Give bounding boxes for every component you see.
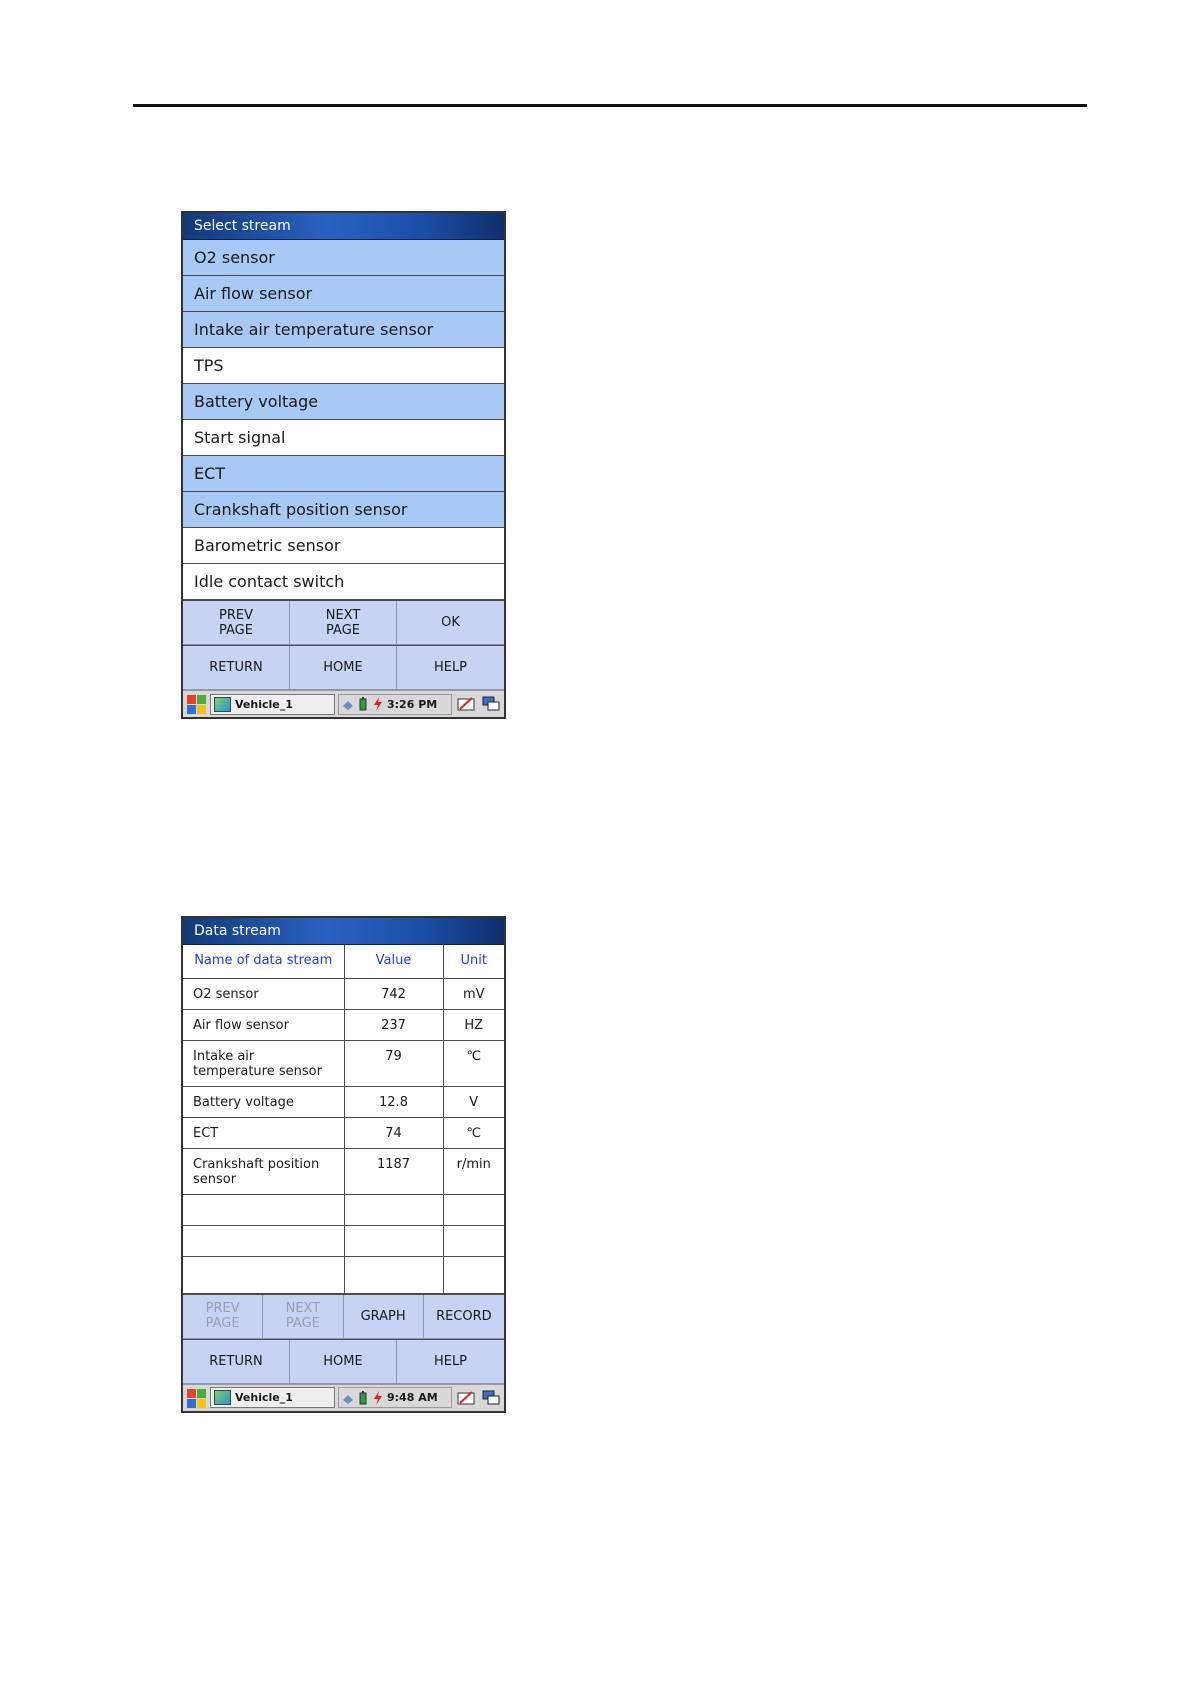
select-stream-screen [181,211,506,719]
data-stream-table [183,945,504,1294]
battery-icon[interactable] [357,697,369,711]
cell-unit [443,1225,504,1256]
cell-value: 74 [344,1117,443,1148]
cell-unit: ℃ [443,1117,504,1148]
next-page-button[interactable]: NEXT PAGE [290,601,397,645]
taskbar-clock[interactable]: 9:48 AM [387,1391,438,1404]
home-button[interactable]: HOME [290,646,397,690]
list-item[interactable]: ECT [183,456,504,492]
list-item[interactable]: Air flow sensor [183,276,504,312]
button-row-bottom [183,1339,504,1384]
prev-page-button: PREV PAGE [183,1295,263,1339]
return-button[interactable]: RETURN [183,646,290,690]
cell-value [344,1256,443,1293]
cell-name [183,1256,344,1293]
vehicle-app-icon [214,1390,231,1405]
screen-title: Data stream [183,918,504,945]
page-top-rule [133,104,1087,107]
cell-value: 1187 [344,1148,443,1194]
cell-name: Crankshaft position sensor [183,1148,344,1194]
system-tray [338,694,452,715]
table-row [183,1086,504,1117]
graph-button[interactable]: GRAPH [344,1295,424,1339]
input-panel-icon[interactable] [455,1387,477,1408]
cell-unit: V [443,1086,504,1117]
connectivity-icon[interactable] [342,1391,354,1405]
windows-flag-icon[interactable] [185,693,207,715]
taskbar-app-button[interactable] [210,1387,335,1408]
cell-value [344,1194,443,1225]
cell-name: Battery voltage [183,1086,344,1117]
next-page-button: NEXT PAGE [263,1295,343,1339]
taskbar-app-label: Vehicle_1 [235,1391,293,1404]
button-row-top [183,600,504,645]
record-button[interactable]: RECORD [424,1295,504,1339]
cell-value [344,1225,443,1256]
ok-button[interactable]: OK [397,601,504,645]
table-row [183,1040,504,1086]
help-button[interactable]: HELP [397,1340,504,1384]
list-item[interactable]: Intake air temperature sensor [183,312,504,348]
help-button[interactable]: HELP [397,646,504,690]
cell-unit: HZ [443,1009,504,1040]
table-row [183,1194,504,1225]
table-row [183,1117,504,1148]
list-item[interactable]: Barometric sensor [183,528,504,564]
table-row [183,1009,504,1040]
cell-unit [443,1256,504,1293]
input-panel-icon[interactable] [455,694,477,715]
connectivity-icon[interactable] [342,697,354,711]
list-item[interactable]: O2 sensor [183,240,504,276]
cell-name: Air flow sensor [183,1009,344,1040]
power-icon [372,697,384,711]
column-header-name: Name of data stream [183,945,344,978]
table-row [183,1225,504,1256]
cell-unit: mV [443,978,504,1009]
taskbar-app-label: Vehicle_1 [235,697,293,711]
list-item[interactable]: Battery voltage [183,384,504,420]
taskbar [183,1384,504,1411]
button-row-top [183,1294,504,1339]
screen-title: Select stream [183,213,504,240]
cell-value: 742 [344,978,443,1009]
return-button[interactable]: RETURN [183,1340,290,1384]
table-row [183,1148,504,1194]
battery-icon[interactable] [357,1391,369,1405]
taskbar-app-button[interactable] [210,694,335,715]
power-icon [372,1391,384,1405]
list-item[interactable]: TPS [183,348,504,384]
button-row-bottom [183,645,504,690]
windows-switcher-icon[interactable] [480,1387,502,1408]
column-header-value: Value [344,945,443,978]
cell-name: O2 sensor [183,978,344,1009]
cell-unit: ℃ [443,1040,504,1086]
home-button[interactable]: HOME [290,1340,397,1384]
system-tray [338,1387,452,1408]
cell-name [183,1194,344,1225]
vehicle-app-icon [214,697,231,712]
cell-name: Intake air temperature sensor [183,1040,344,1086]
cell-unit: r/min [443,1148,504,1194]
cell-unit [443,1194,504,1225]
cell-value: 79 [344,1040,443,1086]
cell-name: ECT [183,1117,344,1148]
data-stream-screen [181,916,506,1413]
table-row [183,1256,504,1293]
windows-flag-icon[interactable] [185,1387,207,1409]
cell-value: 12.8 [344,1086,443,1117]
taskbar-clock[interactable]: 3:26 PM [387,697,438,711]
column-header-unit: Unit [443,945,504,978]
table-header-row [183,945,504,978]
taskbar [183,690,504,717]
list-item[interactable]: Idle contact switch [183,564,504,600]
prev-page-button[interactable]: PREV PAGE [183,601,290,645]
cell-value: 237 [344,1009,443,1040]
list-item[interactable]: Crankshaft position sensor [183,492,504,528]
stream-list [183,240,504,600]
table-row [183,978,504,1009]
windows-switcher-icon[interactable] [480,694,502,715]
cell-name [183,1225,344,1256]
list-item[interactable]: Start signal [183,420,504,456]
